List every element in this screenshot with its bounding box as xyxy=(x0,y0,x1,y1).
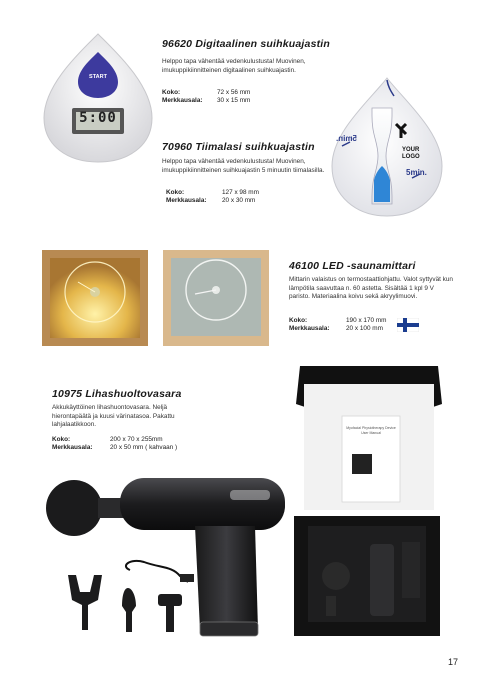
hourglass-time-label-mirrored: 5min. xyxy=(336,134,357,143)
product-title-70960: 70960 Tiimalasi suihkuajastin xyxy=(162,141,315,153)
product-title-96620: 96620 Digitaalinen suihkuajastin xyxy=(162,38,331,50)
print-area-label: Merkkausala: xyxy=(289,325,330,333)
size-value: 127 x 98 mm xyxy=(222,189,259,196)
finland-flag-icon xyxy=(397,318,419,332)
timer-display-text: 5:00 xyxy=(79,110,117,126)
size-value: 200 x 70 x 255mm xyxy=(110,436,163,443)
massage-gun-image xyxy=(40,470,300,645)
timer-start-button: START xyxy=(89,74,107,80)
size-label: Koko: xyxy=(52,436,71,443)
size-label: Koko: xyxy=(166,189,185,196)
product-title-46100: 46100 LED -saunamittari xyxy=(289,260,416,272)
product-desc-96620: Helppo tapa vähentää vedenkulustusta! Muovinen, imukuppikiinnitteinen digitaalinen suihkuajastin. xyxy=(162,58,306,74)
print-area-label: Merkkausala: xyxy=(162,97,203,105)
hourglass-logo-line1: YOUR xyxy=(402,147,420,153)
box-card-line2: User Manual xyxy=(361,431,381,435)
sauna-meter-unlit-image xyxy=(163,250,269,346)
print-area-value: 30 x 15 mm xyxy=(217,97,251,105)
hourglass-time-label: 5min. xyxy=(406,168,427,177)
print-area-value: 20 x 30 mm xyxy=(222,197,256,205)
gift-box-image xyxy=(290,364,445,639)
product-specs-46100 xyxy=(289,317,387,334)
box-card-line1: Myofacial Physiotherapy Device xyxy=(346,426,396,430)
size-label: Koko: xyxy=(289,317,308,324)
size-value: 72 x 56 mm xyxy=(217,89,251,96)
size-label: Koko: xyxy=(162,89,181,96)
print-area-label: Merkkausala: xyxy=(166,197,207,205)
product-specs-96620 xyxy=(162,89,250,106)
product-title-10975: 10975 Lihashuoltovasara xyxy=(52,388,182,400)
print-area-value: 20 x 100 mm xyxy=(346,325,383,333)
page-number: 17 xyxy=(448,657,459,667)
print-area-label: Merkkausala: xyxy=(52,444,93,452)
hourglass-timer-image xyxy=(328,76,446,218)
product-desc-70960: Helppo tapa vähentää vedenkulustusta! Muovinen, imukuppikiinnitteinen suihkuajastin 5 minuutin tiimalasilla. xyxy=(162,158,325,174)
hourglass-logo-line2: LOGO xyxy=(402,154,420,160)
product-desc-46100: Mittarin valaistus on termostaattiohjattu. Valot syttyvät kun lämpötila saavuttaa n. 60 astetta. Sisältää 1 kpl 9 V paristo. Materiaalina koivu sekä akryylimuovi. xyxy=(289,276,453,301)
product-specs-70960 xyxy=(166,189,259,206)
sauna-meter-lit-image xyxy=(42,250,148,346)
digital-timer-image xyxy=(38,30,158,165)
size-value: 190 x 170 mm xyxy=(346,317,387,324)
print-area-value: 20 x 50 mm ( kahvaan ) xyxy=(110,444,178,452)
product-specs-10975 xyxy=(52,436,177,453)
product-desc-10975: Akkukäyttöinen lihashuontovasara. Neljä hierontapäätä ja kuusi värinatasoa. Pakattu lahjalaatikkoon. xyxy=(52,404,175,429)
